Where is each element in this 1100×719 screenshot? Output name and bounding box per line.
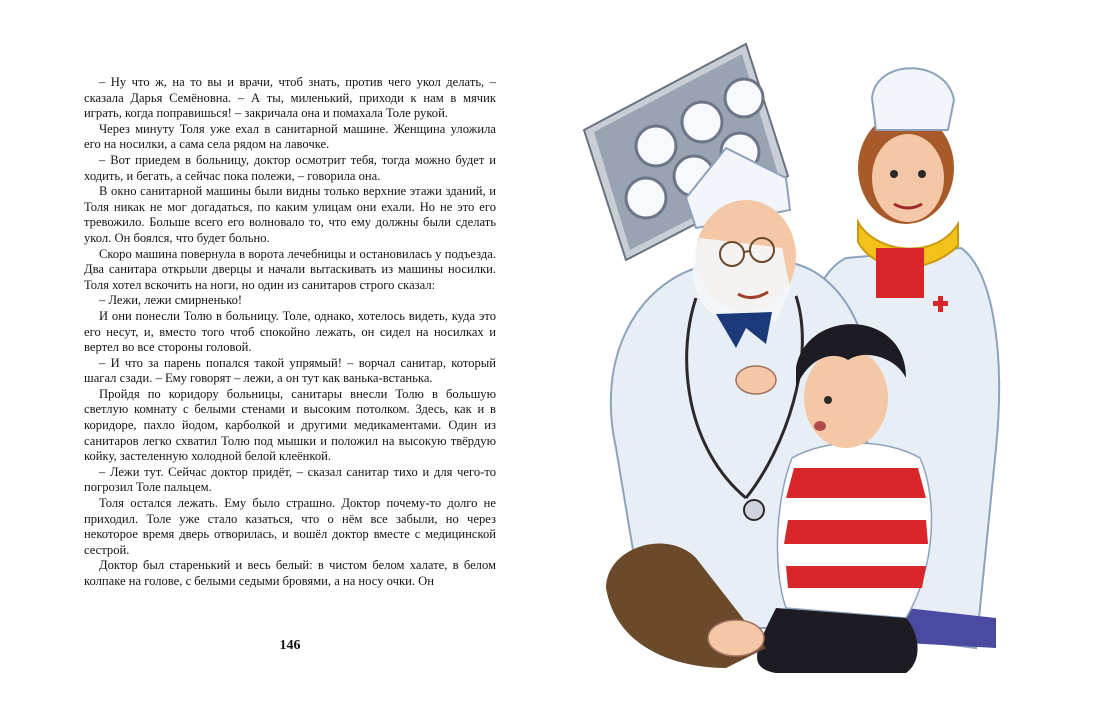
paragraph: Скоро машина повернула в ворота лечебницы и остановилась у подъезда. Два санитара открыли дверцы и начали вытаскивать из машины носилки. Толя хотел вскочить на ноги, но один из санитаров строго сказал: bbox=[84, 246, 496, 292]
page-number: 146 bbox=[279, 638, 301, 653]
paragraph: – Лежи тут. Сейчас доктор придёт, – сказал санитар тихо и для чего-то погрозил Толе пальцем. bbox=[84, 464, 496, 495]
paragraph: Через минуту Толя уже ехал в санитарной машине. Женщина уложила его на носилки, а сама села рядом на лавочке. bbox=[84, 121, 496, 152]
paragraph: – Вот приедем в больницу, доктор осмотрит тебя, тогда можно будет и ходить, и бегать, а сейчас пока полежи, – говорила она. bbox=[84, 152, 496, 183]
illustration-doctor-nurse-boy bbox=[576, 28, 1076, 678]
paragraph: Пройдя по коридору больницы, санитары внесли Толю в большую светлую комнату с белыми стенами и высоким потолком. Здесь, как и в коридоре, пахло йодом, карболкой и другими медикаментами. Один из санитаров легко схватил Толю под мышки и положил на высокую твёрдую койку, застеленную холодной белой клеёнкой. bbox=[84, 386, 496, 464]
paragraph: Толя остался лежать. Ему было страшно. Доктор почему-то долго не приходил. Толе уже стало казаться, что о нём все забыли, но через некоторое время дверь отворилась, и вошёл доктор вместе с медицинской сестрой. bbox=[84, 496, 496, 557]
text-column bbox=[84, 75, 496, 590]
paragraph: В окно санитарной машины были видны только верхние этажи зданий, и Толя никак не мог догадаться, по каким улицам они ехали. Но не это его тревожило. Больше всего его волновало то, что ему должны были сделать укол. Он боялся, что будет больно. bbox=[84, 184, 496, 245]
paragraph: И они понесли Толю в больницу. Толе, однако, хотелось видеть, куда это его несут, и, вместо того чтоб спокойно лежать, он сидел на носилках и вертел во все стороны головой. bbox=[84, 308, 496, 355]
paragraph: – И что за парень попался такой упрямый! – ворчал санитар, который шагал сзади. – Ему говорят – лежи, а он тут как ванька-встанька. bbox=[84, 355, 496, 386]
paragraph: – Ну что ж, на то вы и врачи, чтоб знать, против чего укол делать, – сказала Дарья Семёновна. – А ты, миленький, приходи к нам в мячик играть, когда поправишься! – закричала она и помахала Толе рукой. bbox=[84, 75, 496, 121]
illustration-svg bbox=[576, 28, 1076, 678]
paragraph: – Лежи, лежи смирненько! bbox=[99, 293, 243, 308]
paragraph: Доктор был старенький и весь белый: в чистом белом халате, в белом колпаке на голове, с белыми седыми бровями, а на носу очки. Он bbox=[84, 558, 496, 588]
